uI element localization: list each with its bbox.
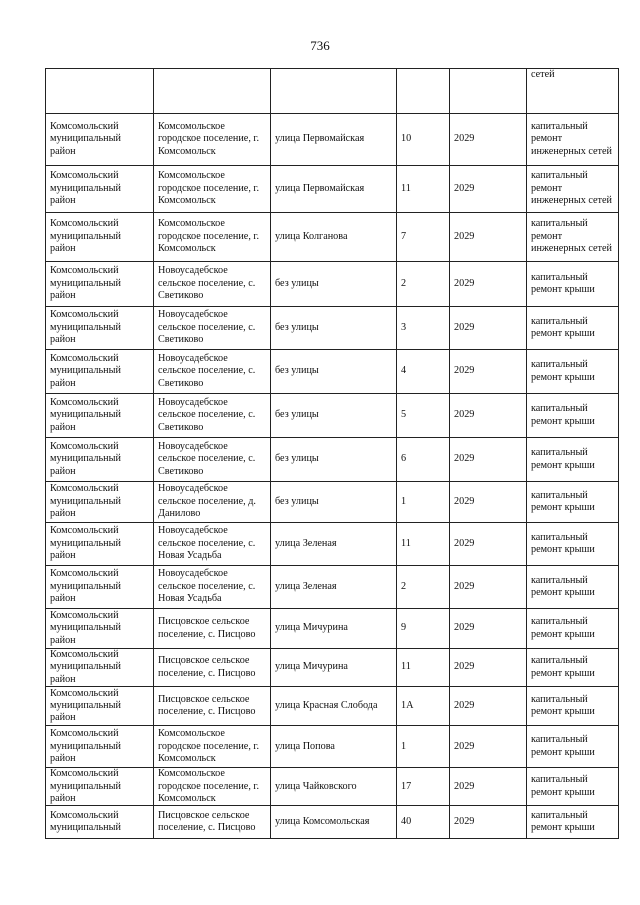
cell-district: Комсомольский муниципальный район [46, 114, 154, 166]
cell-work: капитальный ремонт инженерных сетей [527, 114, 619, 166]
cell-house: 11 [397, 166, 450, 213]
cell-work: капитальный ремонт крыши [527, 609, 619, 649]
cell-settlement: Новоусадебское сельское поселение, с. Новая Усадьба [154, 523, 271, 566]
page-number: 736 [310, 38, 330, 53]
cell-year: 2029 [450, 394, 527, 438]
cell-house: 7 [397, 213, 450, 262]
cell-district: Комсомольский муниципальный район [46, 649, 154, 687]
table-row [46, 523, 619, 566]
cell-district: Комсомольский муниципальный [46, 806, 154, 839]
table-row [46, 566, 619, 609]
cell-street: улица Первомайская [271, 114, 397, 166]
cell-street: улица Попова [271, 726, 397, 768]
cell-settlement: Комсомольское городское поселение, г. Комсомольск [154, 114, 271, 166]
cell-year: 2029 [450, 114, 527, 166]
table-row [46, 307, 619, 350]
cell-house: 1А [397, 687, 450, 726]
cell-work: капитальный ремонт крыши [527, 806, 619, 839]
cell-work: капитальный ремонт крыши [527, 566, 619, 609]
cell-year: 2029 [450, 482, 527, 523]
cell-work: капитальный ремонт крыши [527, 726, 619, 768]
cell-work: капитальный ремонт крыши [527, 350, 619, 394]
cell-street: улица Первомайская [271, 166, 397, 213]
table-row [46, 609, 619, 649]
cell-house: 5 [397, 394, 450, 438]
cell-house: 17 [397, 768, 450, 806]
cell-settlement: Новоусадебское сельское поселение, с. Светиково [154, 350, 271, 394]
cell-year: 2029 [450, 438, 527, 482]
cell-street: без улицы [271, 350, 397, 394]
cell-year: 2029 [450, 687, 527, 726]
cell-district: Комсомольский муниципальный район [46, 213, 154, 262]
cell-work: капитальный ремонт инженерных сетей [527, 213, 619, 262]
cell-street: улица Зеленая [271, 523, 397, 566]
cell-district: Комсомольский муниципальный район [46, 262, 154, 307]
table-row [46, 262, 619, 307]
table-row [46, 806, 619, 839]
cell-settlement: Писцовское сельское поселение, с. Писцово [154, 687, 271, 726]
cell-settlement: Комсомольское городское поселение, г. Комсомольск [154, 768, 271, 806]
cell-house: 2 [397, 566, 450, 609]
housing-repair-table [45, 68, 619, 839]
cell-district: Комсомольский муниципальный район [46, 566, 154, 609]
cell-work: сетей [527, 69, 619, 114]
cell-street: улица Чайковского [271, 768, 397, 806]
cell-year: 2029 [450, 213, 527, 262]
cell-street: улица Красная Слобода [271, 687, 397, 726]
table-row [46, 687, 619, 726]
cell-settlement: Комсомольское городское поселение, г. Комсомольск [154, 166, 271, 213]
cell-street: без улицы [271, 438, 397, 482]
cell-settlement: Писцовское сельское поселение, с. Писцово [154, 806, 271, 839]
table-row [46, 482, 619, 523]
cell-house: 6 [397, 438, 450, 482]
cell-work: капитальный ремонт крыши [527, 394, 619, 438]
cell-settlement: Новоусадебское сельское поселение, с. Новая Усадьба [154, 566, 271, 609]
cell-year: 2029 [450, 609, 527, 649]
cell-settlement: Писцовское сельское поселение, с. Писцово [154, 649, 271, 687]
cell-house: 3 [397, 307, 450, 350]
cell-street: улица Мичурина [271, 649, 397, 687]
cell-work: капитальный ремонт крыши [527, 687, 619, 726]
cell-street: без улицы [271, 482, 397, 523]
cell-district: Комсомольский муниципальный район [46, 166, 154, 213]
table-row [46, 166, 619, 213]
cell-work: капитальный ремонт крыши [527, 523, 619, 566]
table-row [46, 213, 619, 262]
cell-settlement: Новоусадебское сельское поселение, с. Светиково [154, 307, 271, 350]
cell-settlement: Комсомольское городское поселение, г. Комсомольск [154, 726, 271, 768]
cell-street: улица Зеленая [271, 566, 397, 609]
cell-year: 2029 [450, 262, 527, 307]
cell-settlement: Писцовское сельское поселение, с. Писцово [154, 609, 271, 649]
cell-district: Комсомольский муниципальный район [46, 523, 154, 566]
cell-house: 2 [397, 262, 450, 307]
cell-district: Комсомольский муниципальный район [46, 307, 154, 350]
cell-street: без улицы [271, 394, 397, 438]
cell-district: Комсомольский муниципальный район [46, 350, 154, 394]
cell-year: 2029 [450, 768, 527, 806]
cell-house: 9 [397, 609, 450, 649]
table-row [46, 649, 619, 687]
cell-house: 4 [397, 350, 450, 394]
cell-year: 2029 [450, 806, 527, 839]
cell-year: 2029 [450, 307, 527, 350]
cell-work: капитальный ремонт крыши [527, 482, 619, 523]
cell-district: Комсомольский муниципальный район [46, 609, 154, 649]
table-row [46, 438, 619, 482]
cell-settlement: Новоусадебское сельское поселение, д. Данилово [154, 482, 271, 523]
cell-settlement: Новоусадебское сельское поселение, с. Светиково [154, 394, 271, 438]
cell-year: 2029 [450, 566, 527, 609]
cell-district: Комсомольский муниципальный район [46, 482, 154, 523]
cell-street: без улицы [271, 307, 397, 350]
cell-district: Комсомольский муниципальный район [46, 438, 154, 482]
table-row [46, 726, 619, 768]
cell-work: капитальный ремонт крыши [527, 307, 619, 350]
cell-work: капитальный ремонт инженерных сетей [527, 166, 619, 213]
cell-work: капитальный ремонт крыши [527, 262, 619, 307]
cell-house: 11 [397, 523, 450, 566]
cell-work: капитальный ремонт крыши [527, 768, 619, 806]
cell-work: капитальный ремонт крыши [527, 649, 619, 687]
cell-year: 2029 [450, 523, 527, 566]
table-row [46, 350, 619, 394]
cell-house: 40 [397, 806, 450, 839]
cell-year: 2029 [450, 350, 527, 394]
cell-district: Комсомольский муниципальный район [46, 394, 154, 438]
cell-street: улица Колганова [271, 213, 397, 262]
cell-street: улица Мичурина [271, 609, 397, 649]
cell-house: 1 [397, 482, 450, 523]
cell-house: 11 [397, 649, 450, 687]
table-row-continued [46, 69, 619, 114]
cell-year: 2029 [450, 166, 527, 213]
cell-street: без улицы [271, 262, 397, 307]
cell-house: 1 [397, 726, 450, 768]
cell-house: 10 [397, 114, 450, 166]
cell-year: 2029 [450, 726, 527, 768]
cell-work: капитальный ремонт крыши [527, 438, 619, 482]
cell-settlement: Новоусадебское сельское поселение, с. Светиково [154, 438, 271, 482]
cell-settlement: Комсомольское городское поселение, г. Комсомольск [154, 213, 271, 262]
table-row [46, 394, 619, 438]
cell-settlement: Новоусадебское сельское поселение, с. Светиково [154, 262, 271, 307]
table-row [46, 768, 619, 806]
cell-district: Комсомольский муниципальный район [46, 687, 154, 726]
cell-street: улица Комсомольская [271, 806, 397, 839]
cell-district: Комсомольский муниципальный район [46, 768, 154, 806]
cell-year: 2029 [450, 649, 527, 687]
table-row [46, 114, 619, 166]
cell-district: Комсомольский муниципальный район [46, 726, 154, 768]
